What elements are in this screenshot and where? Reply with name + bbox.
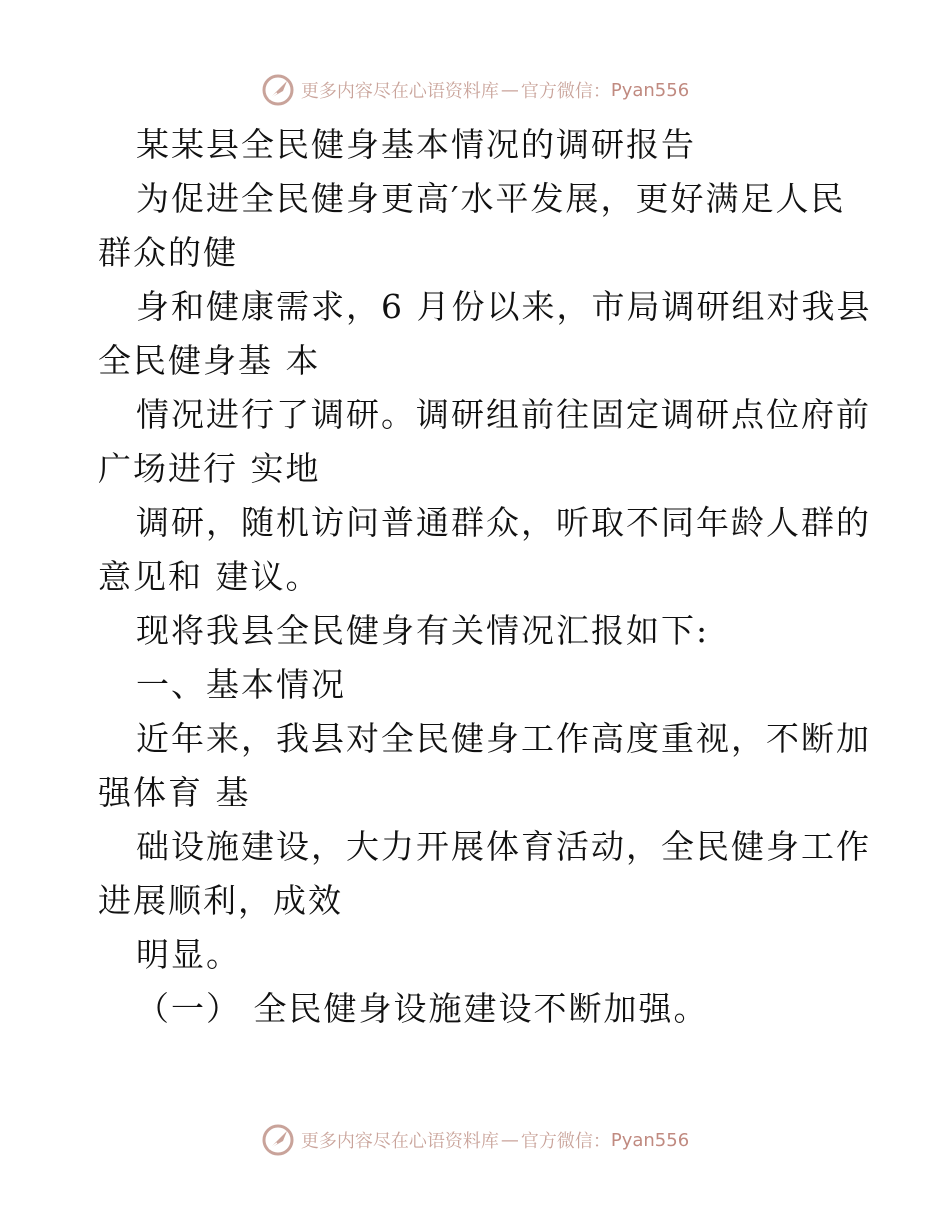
watermark-handle: Pyan556 [610, 1129, 690, 1151]
watermark-header [0, 70, 950, 110]
watermark-footer [0, 1120, 950, 1160]
watermark-brand: 更多内容尽在心语资料库 [300, 81, 499, 102]
watermark-wechat-label: 官方微信： [520, 1131, 611, 1152]
section-heading: 一、基本情况 [136, 665, 346, 704]
text-line: 情况进行了调研。调研组前往固定调研点位府前 [136, 395, 871, 434]
text-line: 明显。 [136, 935, 241, 974]
watermark-separator: — [500, 1129, 519, 1151]
watermark-separator: — [500, 79, 519, 101]
text-line: 调研，随机访问普通群众，听取不同年龄人群的 [136, 503, 871, 542]
text-line: 础设施建设，大力开展体育活动，全民健身工作 [136, 827, 871, 866]
text-line: 广场进行 实地 [98, 449, 321, 488]
text-line: 群众的健 [98, 233, 238, 272]
quill-logo-icon [261, 1123, 295, 1157]
document-title: 某某县全民健身基本情况的调研报告 [136, 125, 696, 164]
text-line: 为促进全民健身更高′水平发展，更好满足人民 [136, 179, 846, 218]
text-line: 身和健康需求，6 月份以来，市局调研组对我县 [136, 287, 872, 326]
quill-logo-icon [261, 73, 295, 107]
text-line: 进展顺利，成效 [98, 881, 343, 920]
text-line: 全民健身基 本 [98, 341, 321, 380]
watermark-handle: Pyan556 [610, 79, 690, 101]
text-line: 近年来，我县对全民健身工作高度重视，不断加 [136, 719, 871, 758]
subsection-heading: （一） 全民健身设施建设不断加强。 [136, 989, 709, 1028]
document-body [98, 118, 872, 1036]
watermark-wechat-label: 官方微信： [520, 81, 611, 102]
text-line: 强体育 基 [98, 773, 251, 812]
text-line: 现将我县全民健身有关情况汇报如下: [136, 611, 710, 650]
watermark-brand: 更多内容尽在心语资料库 [300, 1131, 499, 1152]
text-line: 意见和 建议。 [98, 557, 321, 596]
